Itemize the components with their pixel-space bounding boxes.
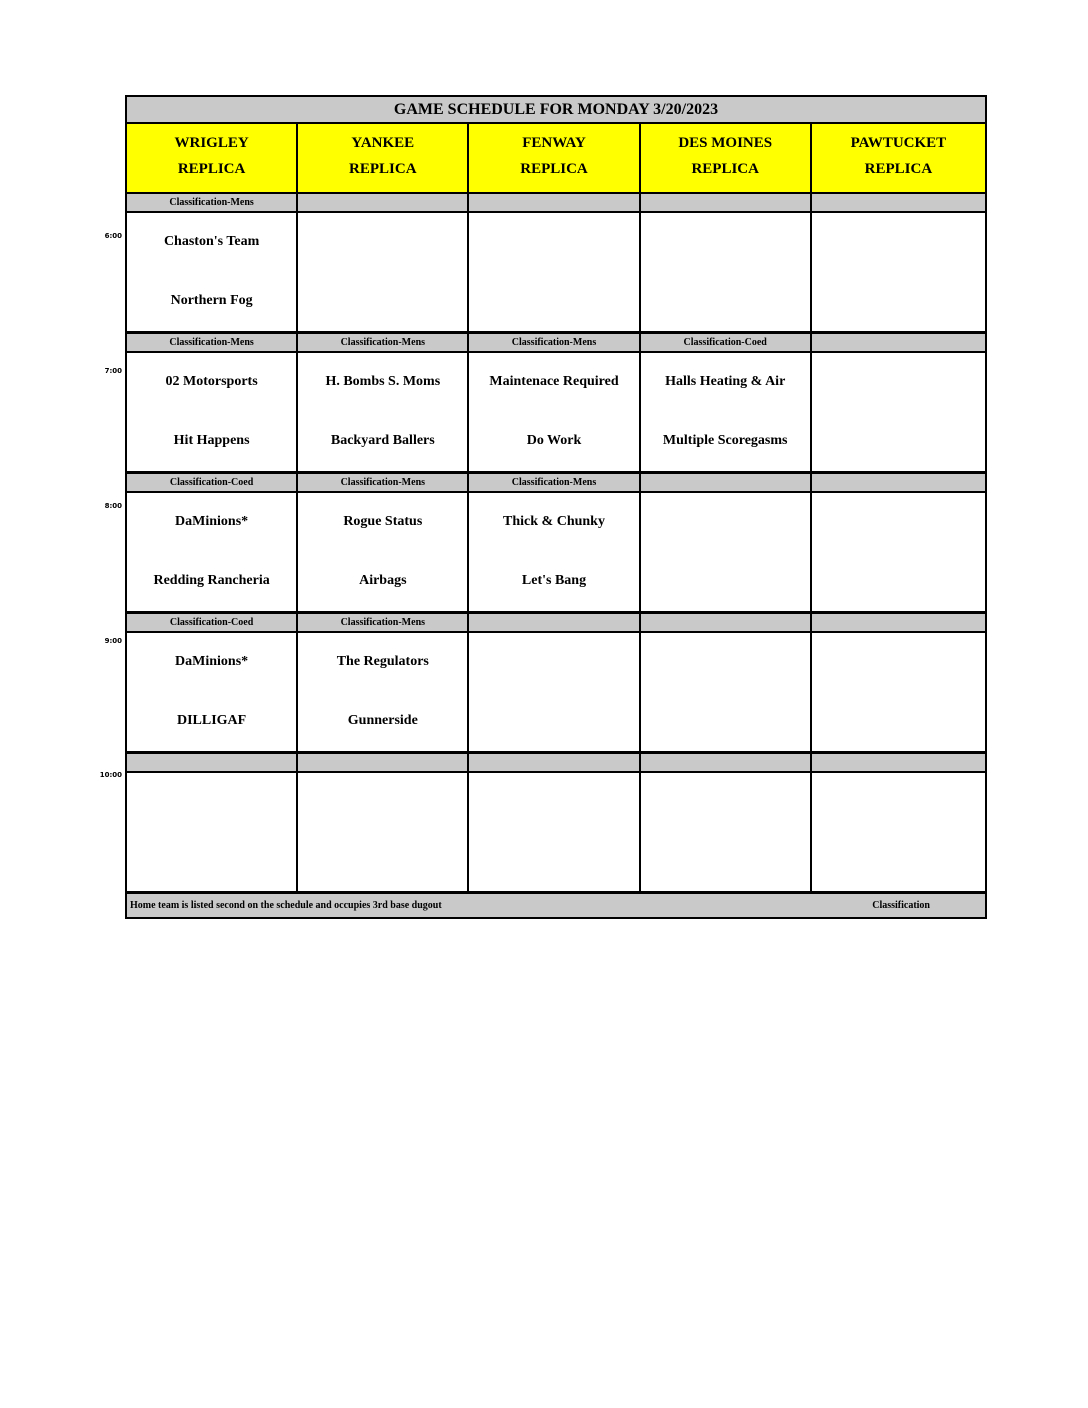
away-team: Halls Heating & Air [665,374,786,389]
time-label-7: 7:00 [104,367,122,375]
home-team [641,552,810,611]
field-header-pawtucket [812,124,985,192]
field-header-yankee [298,124,469,192]
field-header-des-moines [641,124,812,192]
classification-cell: Classification-Mens [469,334,640,351]
game-cell [469,773,640,891]
classification-cell: Classification-Mens [298,334,469,351]
game-cell [298,213,469,331]
game-cell [469,213,640,331]
home-team [812,692,985,751]
away-team [641,633,810,692]
game-cell [127,213,298,331]
classification-row [127,334,985,353]
home-team: Gunnerside [347,713,418,728]
home-team: Do Work [526,433,582,448]
games-row [127,213,985,334]
classification-cell [641,614,812,631]
field-header-wrigley [127,124,298,192]
away-team [641,213,810,272]
game-cell [127,633,298,751]
footer-classification-label: Classification [872,900,930,911]
home-team [641,692,810,751]
classification-cell [812,334,985,351]
away-team: 02 Motorsports [165,374,258,389]
away-team: Rogue Status [343,514,423,529]
away-team [298,213,467,272]
field-header-fenway [469,124,640,192]
home-team [641,832,810,891]
game-cell [641,493,812,611]
game-cell [469,633,640,751]
away-team [812,213,985,272]
away-team: The Regulators [336,654,429,669]
game-cell [641,633,812,751]
field-name: PAWTUCKET [850,135,947,151]
games-row [127,773,985,894]
classification-row [127,194,985,213]
away-team: H. Bombs S. Moms [325,374,441,389]
game-schedule-table [125,95,987,919]
home-team [812,552,985,611]
classification-cell: Classification-Mens [127,194,298,211]
home-team: DILLIGAF [176,713,247,728]
game-cell [812,493,985,611]
home-team [298,832,467,891]
home-team: Backyard Ballers [330,433,435,448]
home-team [812,412,985,471]
away-team [127,773,296,832]
classification-cell: Classification-Mens [127,334,298,351]
game-cell [641,213,812,331]
classification-cell: Classification-Mens [298,614,469,631]
away-team [641,773,810,832]
home-team: Airbags [359,573,407,588]
away-team [641,493,810,552]
games-row [127,493,985,614]
classification-cell [469,194,640,211]
home-team [469,832,638,891]
game-cell [298,353,469,471]
home-team [641,272,810,331]
game-cell [298,773,469,891]
classification-cell [641,194,812,211]
field-subtitle: REPLICA [177,161,246,177]
away-team [298,773,467,832]
game-cell [641,353,812,471]
game-cell [127,493,298,611]
game-cell [812,353,985,471]
home-team [812,272,985,331]
field-name: YANKEE [351,135,415,151]
games-row [127,633,985,754]
field-subtitle: REPLICA [520,161,588,177]
classification-cell [812,754,985,771]
home-team: Northern Fog [170,293,253,308]
away-team [812,773,985,832]
schedule-title: GAME SCHEDULE FOR MONDAY 3/20/2023 [127,97,985,124]
away-team [469,633,638,692]
game-cell [127,353,298,471]
field-header-row [127,124,985,194]
classification-cell [469,754,640,771]
classification-cell: Classification-Coed [127,474,298,491]
field-name: FENWAY [522,135,586,151]
game-cell [641,773,812,891]
game-cell [298,493,469,611]
away-team [812,493,985,552]
classification-cell [127,754,298,771]
classification-cell [812,614,985,631]
home-team: Hit Happens [173,433,250,448]
away-team [469,213,638,272]
home-team [127,832,296,891]
classification-cell: Classification-Coed [641,334,812,351]
away-team: Maintenace Required [489,374,619,389]
field-subtitle: REPLICA [349,161,417,177]
time-label-8: 8:00 [104,502,122,510]
game-cell [812,633,985,751]
home-team: Redding Rancheria [153,573,270,588]
classification-row [127,754,985,773]
home-team [469,692,638,751]
home-team: Let's Bang [521,573,587,588]
game-cell [298,633,469,751]
away-team [812,633,985,692]
schedule-footer [127,894,985,917]
game-cell [812,213,985,331]
time-label-6: 6:00 [104,232,122,240]
classification-cell: Classification-Mens [469,474,640,491]
classification-cell: Classification-Coed [127,614,298,631]
classification-cell [469,614,640,631]
away-team [812,353,985,412]
classification-row [127,474,985,493]
field-subtitle: REPLICA [691,161,759,177]
classification-cell [641,474,812,491]
away-team [469,773,638,832]
home-team [469,272,638,331]
home-team-note: Home team is listed second on the schedule and occupies 3rd base dugout [130,900,442,911]
game-cell [469,493,640,611]
classification-cell [641,754,812,771]
classification-cell [812,194,985,211]
classification-cell [812,474,985,491]
game-cell [127,773,298,891]
away-team: Thick & Chunky [503,514,605,529]
time-label-9: 9:00 [104,637,122,645]
away-team: DaMinions* [175,514,249,529]
classification-cell [298,194,469,211]
home-team: Multiple Scoregasms [662,433,788,448]
classification-cell [298,754,469,771]
classification-cell: Classification-Mens [298,474,469,491]
home-team [812,832,985,891]
time-label-10: 10:00 [99,771,122,779]
away-team: Chaston's Team [163,234,260,249]
away-team: DaMinions* [175,654,249,669]
field-name: DES MOINES [678,135,773,151]
game-cell [812,773,985,891]
game-cell [469,353,640,471]
home-team [298,272,467,331]
field-name: WRIGLEY [174,135,249,151]
games-row [127,353,985,474]
classification-row [127,614,985,633]
field-subtitle: REPLICA [864,161,933,177]
